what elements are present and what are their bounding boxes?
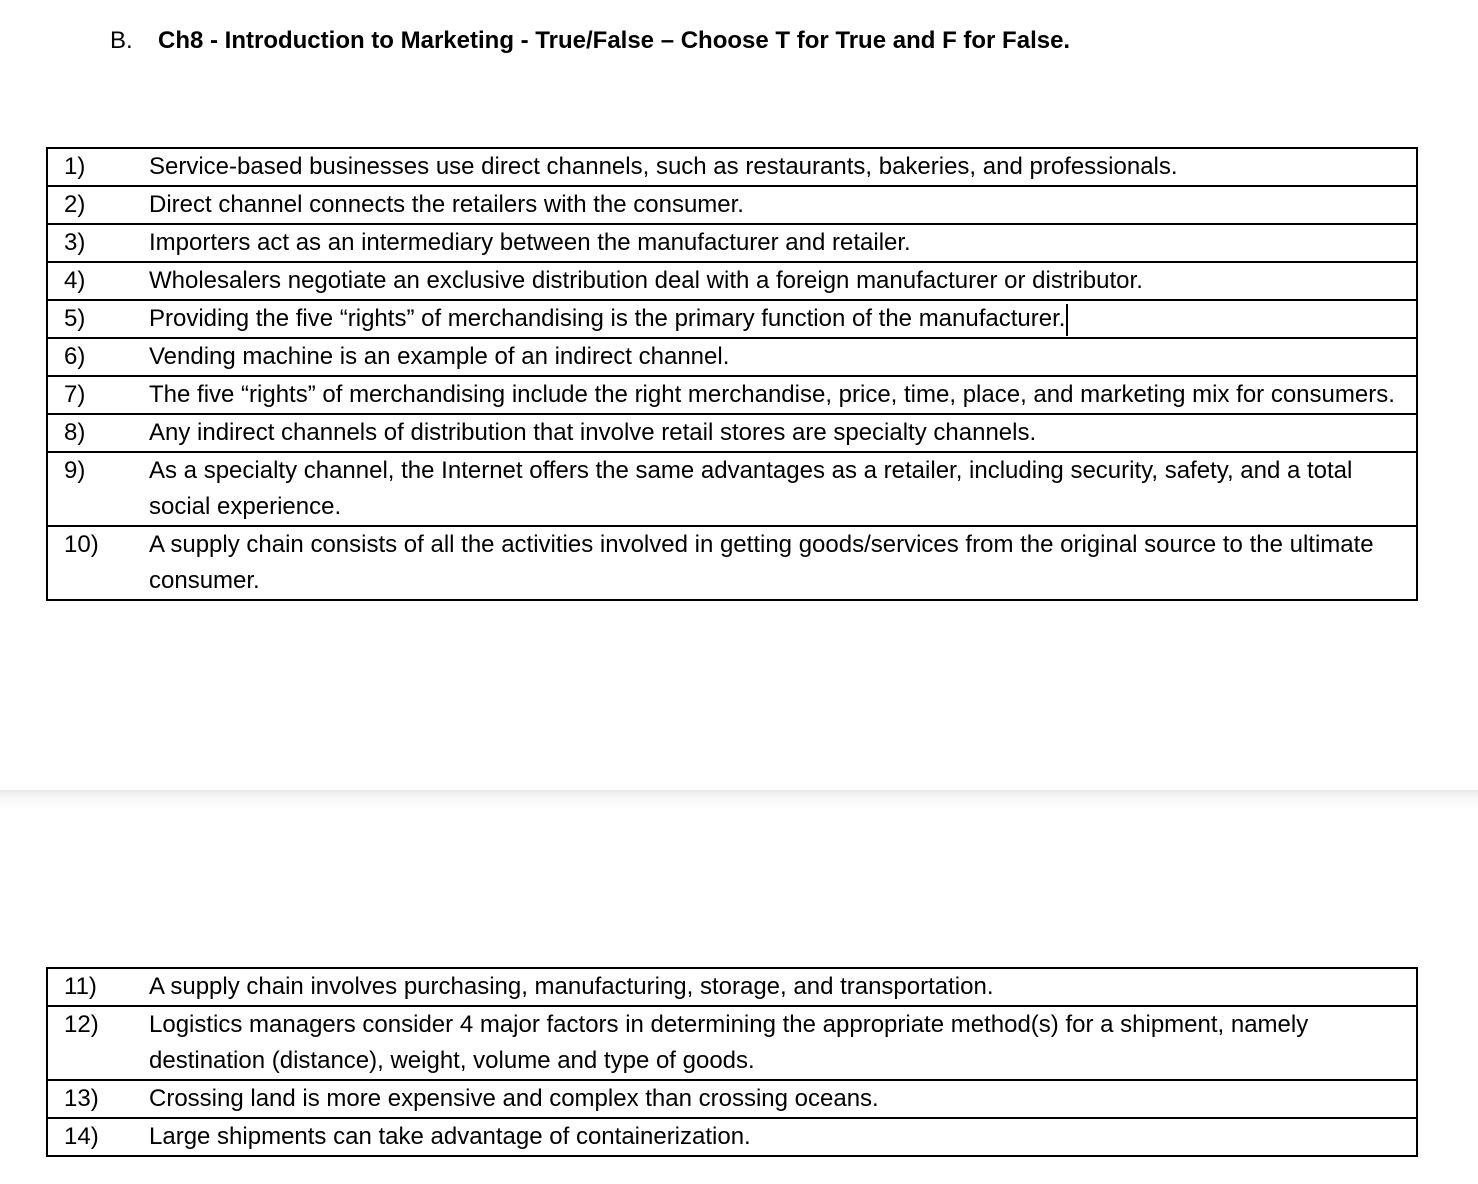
question-row (47, 262, 1417, 300)
section-marker: B. (110, 27, 133, 54)
section-title: Ch8 - Introduction to Marketing - True/False – Choose T for True and F for False. (158, 27, 1071, 54)
question-text[interactable]: As a specialty channel, the Internet offers the same advantages as a retailer, including security, safety, and a total social experience. (149, 452, 1417, 526)
question-number: 3) (47, 224, 149, 262)
page-break (0, 790, 1478, 810)
question-row (47, 186, 1417, 224)
question-number: 2) (47, 186, 149, 224)
question-row (47, 338, 1417, 376)
question-number: 8) (47, 414, 149, 452)
question-row (47, 1080, 1417, 1118)
questions-table-2 (46, 967, 1418, 1157)
question-text[interactable]: Providing the five “rights” of merchandising is the primary function of the manufacturer. (149, 305, 1066, 332)
question-text[interactable]: Wholesalers negotiate an exclusive distribution deal with a foreign manufacturer or distributor. (149, 262, 1417, 300)
question-row (47, 1118, 1417, 1156)
question-text[interactable]: Any indirect channels of distribution that involve retail stores are specialty channels. (149, 414, 1417, 452)
question-text[interactable]: Crossing land is more expensive and complex than crossing oceans. (149, 1080, 1417, 1118)
question-text[interactable]: Importers act as an intermediary between the manufacturer and retailer. (149, 224, 1417, 262)
question-row (47, 414, 1417, 452)
question-text[interactable]: Direct channel connects the retailers with the consumer. (149, 186, 1417, 224)
question-number: 6) (47, 338, 149, 376)
question-text[interactable]: Large shipments can take advantage of containerization. (149, 1118, 1417, 1156)
question-number: 7) (47, 376, 149, 414)
question-text-with-cursor[interactable] (149, 300, 1417, 338)
question-text[interactable]: A supply chain involves purchasing, manufacturing, storage, and transportation. (149, 968, 1417, 1006)
question-row (47, 452, 1417, 526)
question-row (47, 1006, 1417, 1080)
question-number: 1) (47, 148, 149, 186)
question-text[interactable]: The five “rights” of merchandising include the right merchandise, price, time, place, and marketing mix for consumers. (149, 376, 1417, 414)
question-number: 5) (47, 300, 149, 338)
question-text[interactable]: Vending machine is an example of an indirect channel. (149, 338, 1417, 376)
question-row (47, 224, 1417, 262)
question-row (47, 968, 1417, 1006)
question-number: 13) (47, 1080, 149, 1118)
question-text[interactable]: Service-based businesses use direct channels, such as restaurants, bakeries, and professionals. (149, 148, 1417, 186)
question-row (47, 376, 1417, 414)
question-row (47, 526, 1417, 600)
question-number: 12) (47, 1006, 149, 1080)
questions-table-1 (46, 147, 1418, 601)
question-row (47, 148, 1417, 186)
section-heading (110, 26, 1070, 56)
question-number: 11) (47, 968, 149, 1006)
question-text[interactable]: Logistics managers consider 4 major factors in determining the appropriate method(s) for a shipment, namely destination (distance), weight, volume and type of goods. (149, 1006, 1417, 1080)
question-row (47, 300, 1417, 338)
question-text[interactable]: A supply chain consists of all the activities involved in getting goods/services from the original source to the ultimate consumer. (149, 526, 1417, 600)
text-cursor (1066, 304, 1068, 336)
question-number: 4) (47, 262, 149, 300)
question-number: 10) (47, 526, 149, 600)
question-number: 9) (47, 452, 149, 526)
question-number: 14) (47, 1118, 149, 1156)
